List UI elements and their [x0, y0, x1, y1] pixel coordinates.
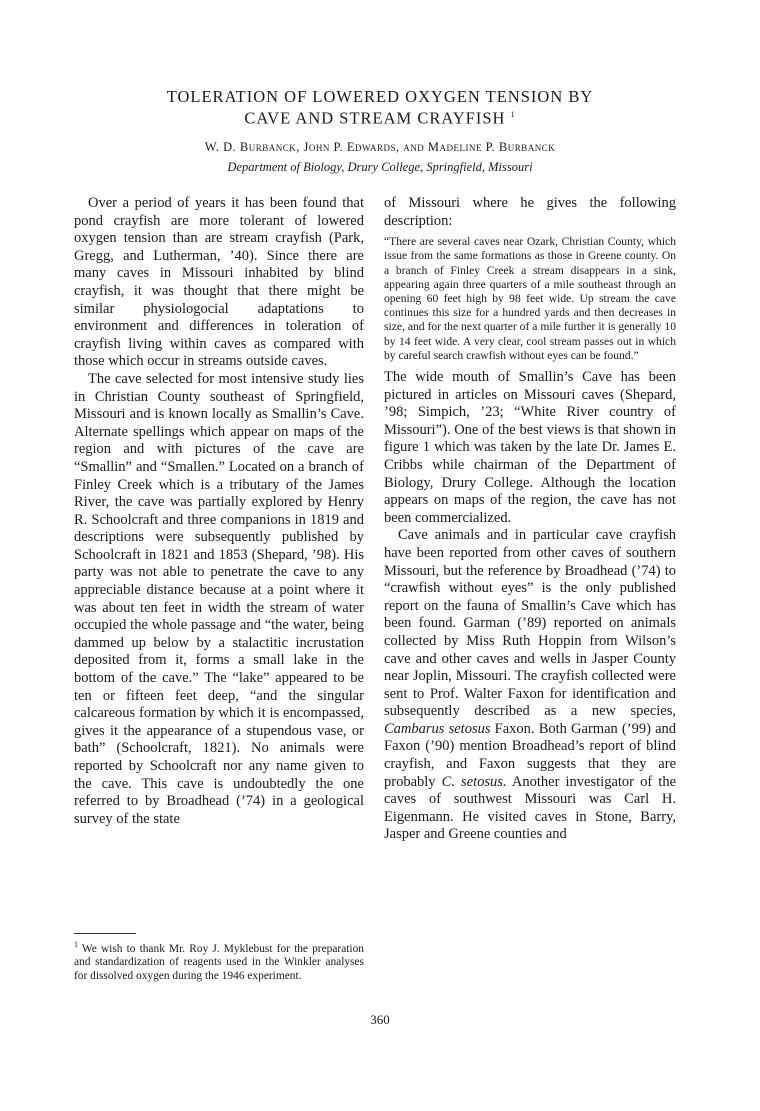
left-column — [74, 195, 364, 828]
species-name-1: Cambarus setosus — [384, 720, 491, 737]
p3-part-a: Cave animals and in particular cave crayfish have been reported from other caves of southern Missouri, but the reference by Broadhead (’74) to “crawfish without eyes” is the only published report on the fauna of Smallin’s Cave which has been found. Garman (’89) reported on animals collected by Miss Ruth Hoppin from Wilson’s cave and other caves and wells in Jasper County near Joplin, Missouri. The crayfish collected were sent to Prof. Walter Faxon for identification and subsequently described as a new species, — [384, 527, 676, 720]
block-quote: “There are several caves near Ozark, Christian County, which issue from the same formations as those in Greene county. On a branch of Finley Creek a stream disappears in a sink, appearing again three quarters of a mile southeast through an opening 60 feet high by 98 feet wide. Up stream the cave continues this size for a hundred yards and then decreases in size, and for the next quarter of a mile further it is generally 10 by 14 feet wide. A very clear, cool stream passes out in which by careful search crawfish without eyes can be found.” — [384, 235, 676, 362]
p3-part-b: Faxon. Both Garman (’99) and Faxon (’90) mention Broadhead’s report of blind crayfish, and Faxon suggests that they are probably — [384, 720, 676, 790]
title-line-1: TOLERATION OF LOWERED OXYGEN TENSION BY — [166, 87, 594, 106]
title-line-2 — [0, 106, 760, 128]
title-footnote-mark: 1 — [510, 110, 516, 119]
right-paragraph-2: The wide mouth of Smallin’s Cave has been pictured in articles on Missouri caves (Shepard, ’98; Simpich, ’23; “White River country of Missouri”). One of the best views is that shown in figure 1 which was taken by the late Dr. James E. Cribbs while chairman of the Department of Biology, Drury College. Although the location appears on maps of the region, the cave has not been commercialized. — [384, 369, 676, 526]
right-paragraph-3 — [384, 527, 676, 844]
left-paragraph-2: The cave selected for most intensive study lies in Christian County southeast of Springfield, Missouri and is known locally as Smallin’s Cave. Alternate spellings which appear on maps of the region and with pictures of the cave are “Smallin” and “Smallen.” Located on a branch of Finley Creek which is a tributary of the James River, the cave was partially explored by Henry R. Schoolcraft and three companions in 1819 and descriptions were subsequently published by Schoolcraft in 1821 and 1853 (Shepard, ’98). His party was not able to penetrate the cave to any appreciable distance because at a point where it was about ten feet in width the stream of water occupied the whole passage and “the water, being dammed up below by a stalactitic incrustation deposited from it, forms a small lake in the bottom of the cave.” The “lake” appeared to be ten or fifteen feet deep, “and the singular calcareous formation by which it is encompassed, gives it the appearance of a stupendous vase, or bath” (Schoolcraft, 1821). No animals were reported by Schoolcraft nor any name given to the cave. This cave is undoubtedly the one referred to by Broadhead (’74) in a geological survey of the state — [74, 370, 364, 827]
right-column — [384, 195, 676, 844]
footnote-mark: 1 — [74, 940, 78, 949]
authors: W. D. Burbanck, John P. Edwards, and Madeline P. Burbanck — [204, 140, 556, 154]
page-number: 360 — [370, 1012, 390, 1027]
footnote-rule — [74, 933, 136, 934]
title-line-2-text: CAVE AND STREAM CRAYFISH — [244, 108, 506, 128]
right-paragraph-1: of Missouri where he gives the following description: — [384, 195, 676, 229]
footnote — [74, 938, 364, 984]
footnote-text: We wish to thank Mr. Roy J. Myklebust for the preparation and standardization of reagents used in the Winkler analyses for dissolved oxygen during the 1946 experiment. — [74, 942, 364, 982]
p3-part-c: Another investigator of the caves of southwest Missouri was Carl H. Eigenmann. He visited caves in Stone, Barry, Jasper and Greene counties and — [384, 773, 676, 843]
species-name-2: C. setosus. — [441, 773, 507, 790]
left-paragraph-1: Over a period of years it has been found that pond crayfish are more tolerant of lowered oxygen tension than are stream crayfish (Park, Gregg, and Lutherman, ’40). Since there are many caves in Missouri inhabited by blind crayfish, it was thought that there might be similar physiologocial adaptations to environment and differences in toleration of crayfish living within caves as compared with those which occur in streams outside caves. — [74, 195, 364, 370]
department: Department of Biology, Drury College, Springfield, Missouri — [227, 160, 533, 174]
paper-title — [0, 88, 760, 128]
